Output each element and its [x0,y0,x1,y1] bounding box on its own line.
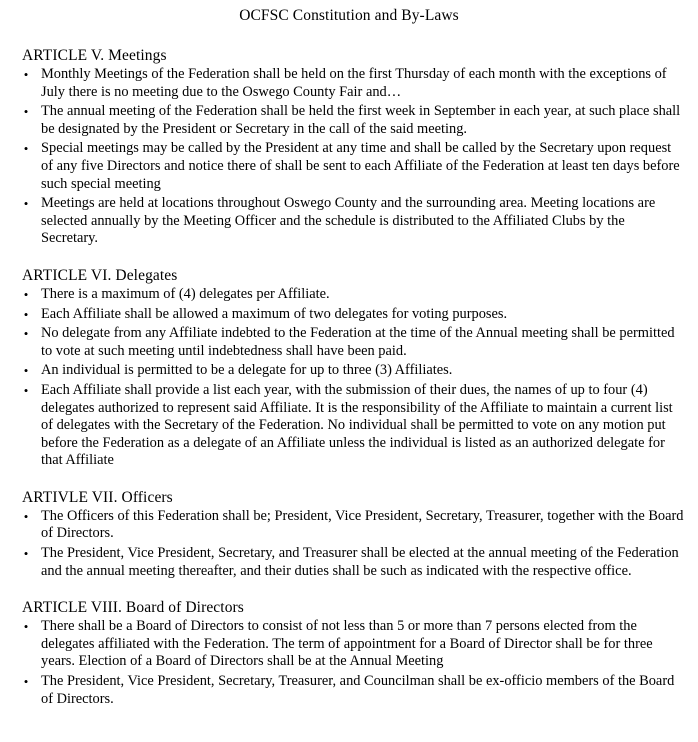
list-item [0,195,698,248]
list-item [0,66,698,101]
document-title: OCFSC Constitution and By-Laws [239,7,459,24]
list-item [0,362,698,380]
bullet-icon: • [23,546,29,562]
bullet-icon: • [23,306,29,322]
article-section [0,46,698,248]
bullet-icon: • [23,508,29,524]
list-item-text: No delegate from any Affiliate indebted to the Federation at the time of the Annual meeting shall be permitted to vote at such meeting until indebtedness shall have been paid. [41,325,675,359]
list-item-text: Meetings are held at locations throughout Oswego County and the surrounding area. Meeting locations are selected annually by the Meeting Officer and the schedule is distributed to the Affiliated Clubs by the Secretary. [41,195,656,247]
article-item-list [0,66,698,248]
list-item [0,325,698,360]
articles-container [0,46,698,708]
list-item-text: Monthly Meetings of the Federation shall be held on the first Thursday of each month with the exceptions of July there is no meeting due to the Oswego County Fair and… [41,66,667,100]
list-item-text: Each Affiliate shall provide a list each year, with the submission of their dues, the names of up to four (4) delegates authorized to represent said Affiliate. It is the responsibility of the Affiliate to maintain a current list of delegates with the Secretary of the Federation. No individual shall be permitted to vote on any motion put before the Federation as a delegate of an Affiliate unless the individual is listed as an authorized delegate for that Affiliate [41,381,673,469]
bullet-icon: • [23,363,29,379]
list-item-text: There shall be a Board of Directors to consist of not less than 5 or more than 7 persons elected from the delegates affiliated with the Federation. The term of appointment for a Board of Director shall be for three years. Election of a Board of Directors shall be at the Annual Meeting [41,618,653,670]
list-item-text: An individual is permitted to be a delegate for up to three (3) Affiliates. [41,362,453,379]
article-section [0,266,698,470]
article-item-list [0,508,698,580]
article-section [0,598,698,708]
list-item-text: The Officers of this Federation shall be; President, Vice President, Secretary, Treasurer, together with the Board of Directors. [41,507,684,542]
bullet-icon: • [23,67,29,82]
list-item-text: The President, Vice President, Secretary, and Treasurer shall be elected at the annual meeting of the Federation and the annual meeting thereafter, and their duties shall be such as indicated with the respective office. [41,545,679,579]
list-item [0,508,698,543]
article-section [0,488,698,580]
list-item-text: Each Affiliate shall be allowed a maximum of two delegates for voting purposes. [41,305,508,322]
article-heading: ARTIVLE VII. Officers [22,488,173,506]
bullet-icon: • [23,196,29,212]
article-heading: ARTICLE VIII. Board of Directors [22,599,244,617]
article-heading: ARTICLE VI. Delegates [22,266,178,284]
list-item [0,286,698,304]
list-item [0,673,698,708]
bullet-icon: • [23,286,29,302]
bullet-icon: • [23,619,29,635]
article-item-list [0,286,698,470]
list-item [0,140,698,193]
article-item-list [0,618,698,708]
bullet-icon: • [23,104,29,120]
list-item [0,382,698,470]
list-item-text: Special meetings may be called by the President at any time and shall be called by the Secretary upon request of any five Directors and notice there of shall be sent to each Affiliate of the Federation at least ten days before such special meeting [41,140,680,192]
list-item [0,103,698,138]
list-item-text: There is a maximum of (4) delegates per Affiliate. [41,285,330,302]
bullet-icon: • [23,141,29,157]
bullet-icon: • [23,674,29,690]
list-item [0,545,698,580]
list-item-text: The President, Vice President, Secretary, Treasurer, and Councilman shall be ex-officio members of the Board of Directors. [41,673,675,707]
article-heading: ARTICLE V. Meetings [22,47,167,64]
list-item [0,618,698,671]
list-item [0,306,698,324]
bullet-icon: • [23,382,29,398]
bullet-icon: • [23,326,29,342]
list-item-text: The annual meeting of the Federation shall be held the first week in September in each year, at such place shall be designated by the President or Secretary in the call of the said meeting. [41,103,681,137]
